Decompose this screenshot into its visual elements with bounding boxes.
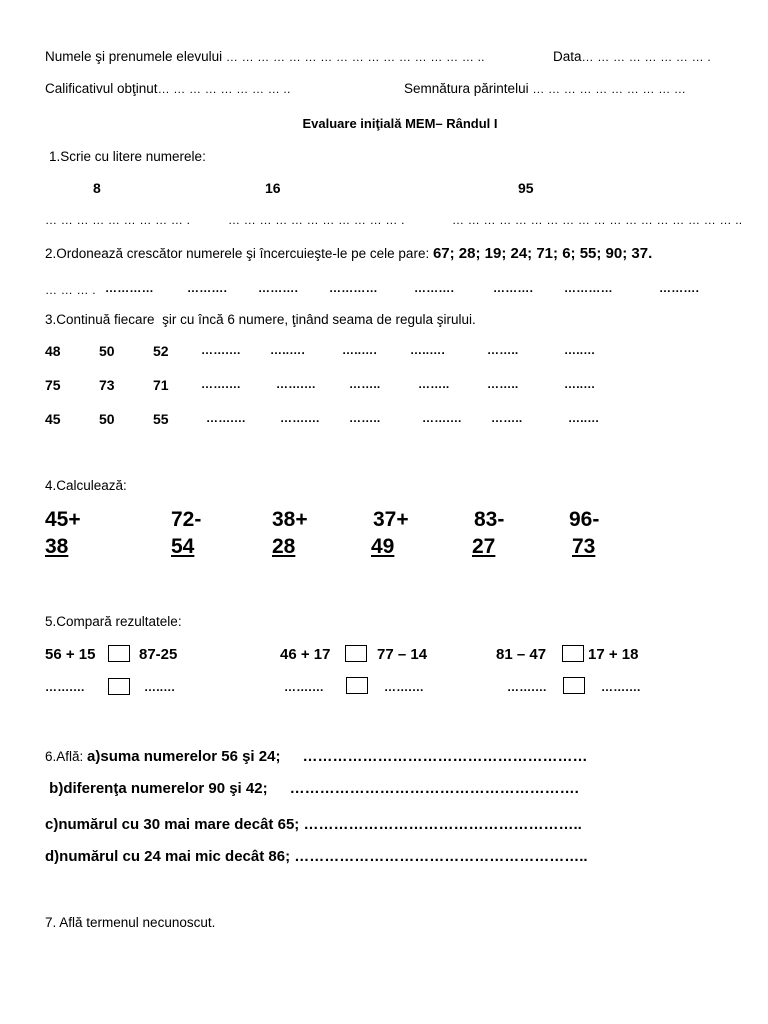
grade-label: Calificativul obţinut [45,81,158,96]
ex3-value: 45 [45,411,61,427]
ex5-result-blank[interactable]: …..… [144,680,176,694]
ex1-number: 95 [518,180,534,196]
ex4-operand-bottom: 27 [472,535,496,558]
ex5-left-expression: 56 + 15 [45,646,96,663]
ex6-item-text: b)diferenţa numerelor 90 şi 42; [45,780,268,797]
ex5-left-expression: 46 + 17 [280,646,331,663]
ex2-answer-line[interactable]: … … … . [45,283,96,297]
ex6-item [45,816,582,833]
ex5-right-expression: 87-25 [139,646,178,663]
ex5-compare-box[interactable] [346,677,368,694]
ex5-compare-box[interactable] [108,645,130,662]
ex1-prompt: 1.Scrie cu litere numerele: [49,149,206,164]
ex6-prompt: 6.Află: [45,749,88,764]
ex3-blank[interactable]: …….. [349,377,381,391]
ex1-number: 16 [265,180,281,196]
ex3-value: 48 [45,343,61,359]
ex2-prompt: 2.Ordonează crescător numerele şi încercuieşte-le pe cele pare: [45,246,433,261]
ex5-compare-box[interactable] [562,645,584,662]
ex3-blank[interactable]: …….… [276,377,317,391]
ex3-blank[interactable]: …..…. [410,343,446,357]
ex4-operand-top: 72- [171,508,202,531]
ex4-operand-top: 38+ [272,508,308,531]
ex4-operand-bottom: 49 [371,535,395,558]
ex4-operand-top: 96- [569,508,600,531]
ex4-prompt: 4.Calculează: [45,478,127,493]
ex4-operand-bottom: 54 [171,535,195,558]
grade-line [45,81,291,96]
ex3-value: 52 [153,343,169,359]
ex6-answer-line[interactable]: ……………………………………………….. [299,816,582,833]
ex1-number: 8 [93,180,101,196]
ex2-answer-line[interactable]: ………. [493,281,534,295]
ex4-operand-top: 45+ [45,508,81,531]
ex6-item [45,780,579,797]
ex5-compare-box[interactable] [563,677,585,694]
ex5-prompt: 5.Compară rezultatele: [45,614,182,629]
ex5-compare-box[interactable] [345,645,367,662]
grade-blank[interactable]: … … … … … … … … .. [157,82,291,96]
ex3-prompt: 3.Continuă fiecare şir cu încă 6 numere, ţinând seama de regula şirului. [45,312,476,327]
ex3-blank[interactable]: …..…. [270,343,306,357]
ex4-operand-top: 37+ [373,508,409,531]
date-line [553,49,711,64]
ex4-operand-bottom: 28 [272,535,296,558]
ex3-blank[interactable]: …….. [487,343,519,357]
ex3-value: 55 [153,411,169,427]
student-name-label: Numele şi prenumele elevului [45,49,226,64]
ex5-left-expression: 81 – 47 [496,646,547,663]
ex6-item-text: d)numărul cu 24 mai mic decât 86; [45,848,291,865]
ex4-operand-bottom: 38 [45,535,69,558]
ex3-value: 50 [99,411,115,427]
student-name-line [45,49,485,64]
signature-label: Semnătura părintelui [404,81,533,96]
ex5-result-blank[interactable]: …….… [384,680,425,694]
ex1-answer-line[interactable]: … … … … … … … … … … … … … … … … … … .. [452,213,743,227]
ex3-blank[interactable]: …….. [418,377,450,391]
ex3-value: 75 [45,377,61,393]
date-blank[interactable]: … … … … … … … … . [581,50,711,64]
ex3-value: 50 [99,343,115,359]
ex3-blank[interactable]: …..… [564,377,596,391]
page-title: Evaluare iniţială MEM– Rândul I [302,116,498,131]
ex3-blank[interactable]: …….… [422,411,463,425]
ex5-compare-box[interactable] [108,678,130,695]
ex3-blank[interactable]: …..…. [342,343,378,357]
ex2-answer-line[interactable]: ………. [414,281,455,295]
student-name-blank[interactable]: … … … … … … … … … … … … … … … … .. [225,50,485,64]
ex2-answer-line[interactable]: ………… [329,281,378,295]
ex3-value: 73 [99,377,115,393]
ex7-prompt: 7. Află termenul necunoscut. [45,915,216,930]
ex6-item [45,748,587,765]
ex1-answer-line[interactable]: … … … … … … … … … . [45,213,191,227]
ex3-blank[interactable]: …….… [201,377,242,391]
ex3-blank[interactable]: …..… [564,343,596,357]
ex2-numbers: 67; 28; 19; 24; 71; 6; 55; 90; 37. [432,245,653,262]
ex2-answer-line[interactable]: ………… [105,281,154,295]
ex6-answer-line[interactable]: ………………………………………………….. [290,848,588,865]
ex5-result-blank[interactable]: …….… [45,680,86,694]
ex6-item-text: a)suma numerelor 56 şi 24; [87,748,281,765]
ex6-item [45,848,588,865]
ex6-item-text: c)numărul cu 30 mai mare decât 65; [45,816,300,833]
ex3-blank[interactable]: …….. [349,411,381,425]
ex5-right-expression: 17 + 18 [588,646,639,663]
ex3-blank[interactable]: …….… [201,343,242,357]
ex2-prompt-line [45,245,652,262]
ex3-blank[interactable]: …..… [568,411,600,425]
ex2-answer-line[interactable]: ………. [187,281,228,295]
ex6-answer-line[interactable]: …………………………………………………. [289,780,579,797]
ex5-result-blank[interactable]: …….… [284,680,325,694]
ex5-result-blank[interactable]: …….… [507,680,548,694]
ex4-operand-top: 83- [474,508,505,531]
ex5-right-expression: 77 – 14 [377,646,428,663]
ex5-result-blank[interactable]: …….… [601,680,642,694]
ex2-answer-line[interactable]: ………. [258,281,299,295]
date-label: Data [553,49,582,64]
ex4-operand-bottom: 73 [572,535,596,558]
ex3-blank[interactable]: …….. [491,411,523,425]
ex2-answer-line[interactable]: ………. [659,281,700,295]
ex3-blank[interactable]: …….… [280,411,321,425]
ex3-value: 71 [153,377,169,393]
signature-blank[interactable]: … … … … … … … … … … [532,82,687,96]
signature-line [404,81,686,96]
ex2-answer-line[interactable]: ………… [564,281,613,295]
ex1-answer-line[interactable]: … … … … … … … … … … … . [228,213,405,227]
ex3-blank[interactable]: …….. [487,377,519,391]
ex6-answer-line[interactable]: ………………………………………………… [302,748,588,765]
ex3-blank[interactable]: …….… [206,411,247,425]
